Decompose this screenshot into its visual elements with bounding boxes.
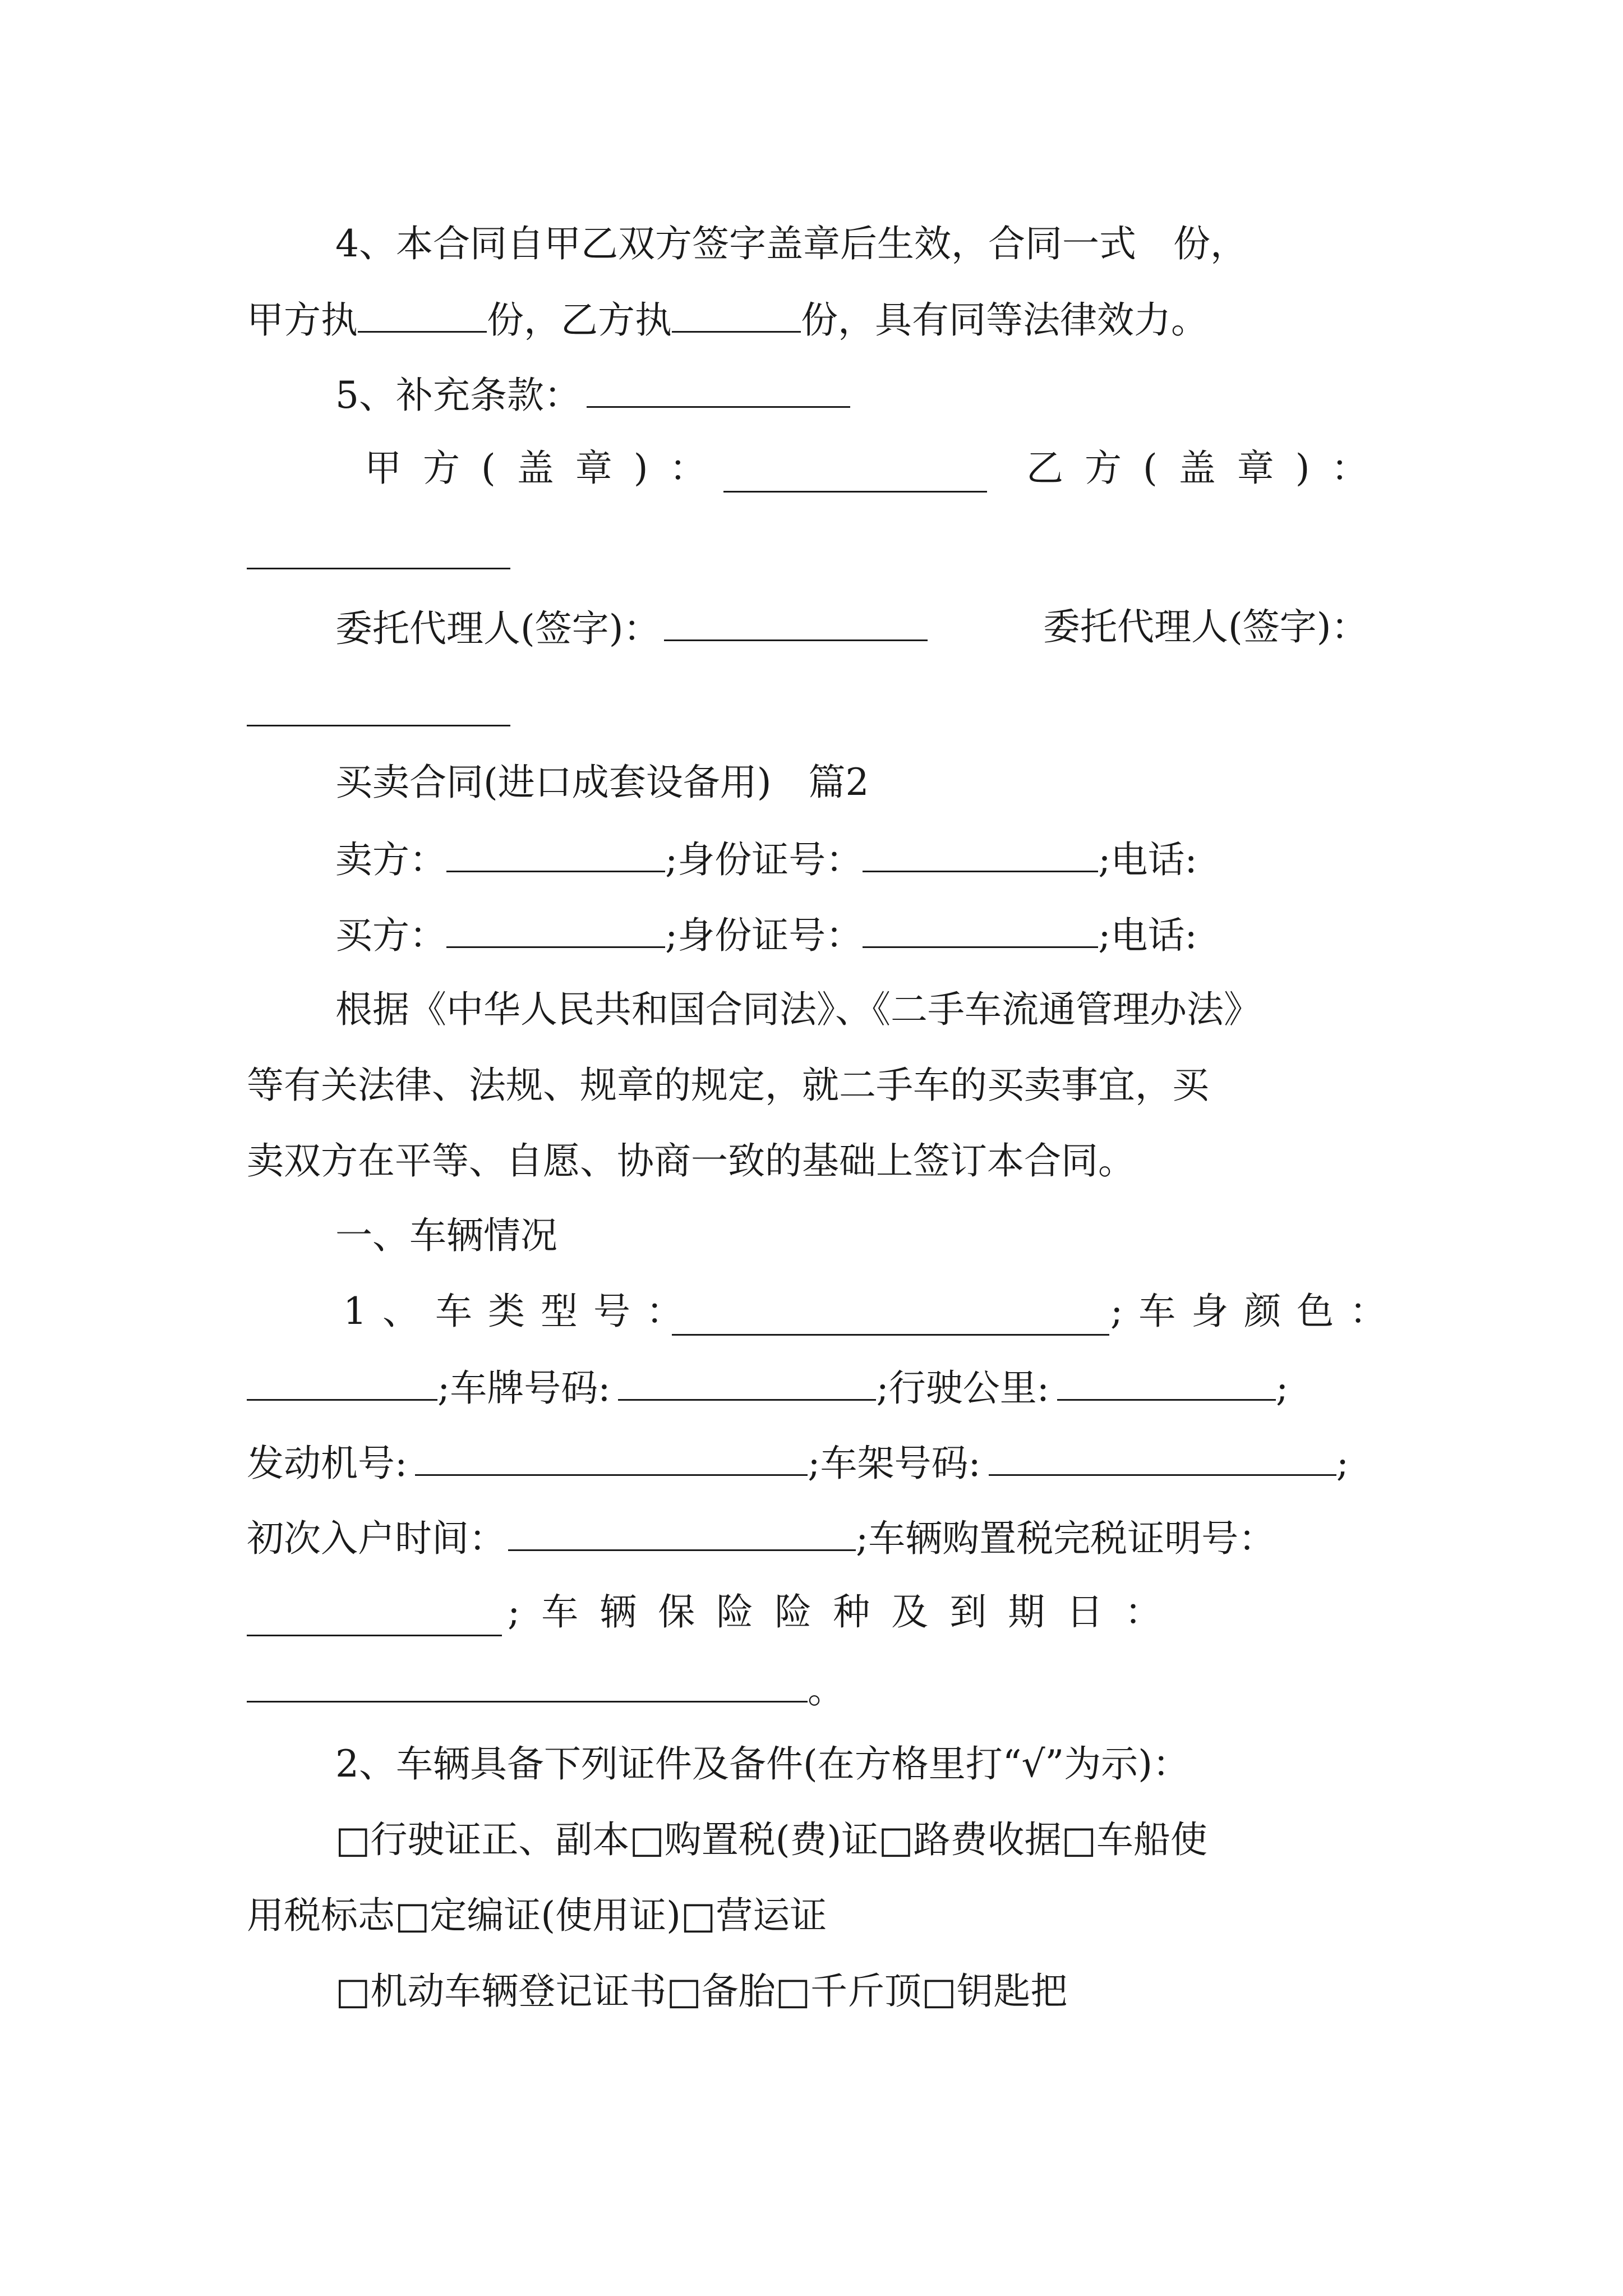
clause-4-party-a-copies-label: 甲方执: [247, 298, 358, 342]
vin-blank[interactable]: [989, 1439, 1336, 1476]
clause-4-party-b-copies-label: 份，乙方执: [487, 298, 672, 342]
vehicle-model-line: [343, 1289, 699, 1334]
vehicle-model-blank[interactable]: [672, 1299, 1109, 1336]
clause-5-line: [335, 371, 850, 416]
documents-checklist-line-2[interactable]: 用税标志□定编证(使用证)□营运证: [247, 1894, 827, 1937]
agent-b-line: [1043, 605, 1368, 650]
party-b-seal-label: 乙方(盖章)：: [1026, 447, 1390, 490]
vehicle-plate-line: [247, 1364, 1288, 1409]
party-b-copies-blank[interactable]: [672, 296, 801, 333]
buyer-id-blank[interactable]: [863, 912, 1098, 948]
clause-4-line-1: 4、本合同自甲乙双方签字盖章后生效，合同一式 份，: [335, 222, 1247, 265]
seller-line: [335, 836, 1197, 881]
buyer-label: 买方：: [335, 914, 446, 957]
plate-number-label: ;车牌号码:: [437, 1366, 611, 1410]
preamble-line-2: 等有关法律、法规、规章的规定，就二手车的买卖事宜，买: [247, 1064, 1209, 1107]
insurance-expiry-line: [247, 1666, 845, 1711]
supplementary-terms-label: 5、补充条款：: [335, 374, 581, 417]
seller-id-blank[interactable]: [863, 836, 1098, 872]
purchase-tax-cert-label: ;车辆购置税完税证明号：: [856, 1517, 1276, 1560]
party-a-seal-line: [365, 446, 728, 491]
party-b-seal-line: [1026, 446, 1390, 491]
agent-a-signature-blank[interactable]: [664, 605, 928, 641]
preamble-line-1: 根据《中华人民共和国合同法》、《二手车流通管理办法》: [335, 988, 1261, 1031]
clause-4-line-2: [247, 296, 1208, 341]
buyer-name-blank[interactable]: [446, 912, 665, 948]
insurance-label: ;车辆保险险种及到期日：: [508, 1590, 1183, 1634]
vehicle-color-label: ;车身颜色：: [1110, 1290, 1403, 1333]
agent-b-signature-blank[interactable]: [247, 690, 510, 726]
mileage-semicolon: ;: [1275, 1366, 1289, 1410]
seller-id-label: ;身份证号：: [665, 838, 863, 881]
seller-phone-label: ;电话:: [1098, 838, 1197, 881]
documents-heading: 2、车辆具备下列证件及备件(在方格里打“√”为示)：: [335, 1742, 1190, 1786]
vehicle-model-label: 1、车类型号：: [343, 1290, 699, 1333]
first-registration-label: 初次入户时间：: [247, 1517, 506, 1560]
party-b-seal-blank[interactable]: [247, 533, 510, 569]
agent-b-label: 委托代理人(签字)：: [1043, 605, 1368, 648]
purchase-tax-cert-blank[interactable]: [247, 1600, 502, 1636]
mileage-label: ;行驶公里:: [876, 1366, 1049, 1410]
vehicle-color-blank[interactable]: [247, 1364, 437, 1401]
buyer-line: [335, 912, 1197, 956]
first-registration-blank[interactable]: [508, 1515, 856, 1551]
party-a-seal-label: 甲方(盖章)：: [365, 447, 728, 490]
buyer-id-label: ;身份证号：: [665, 914, 863, 957]
vin-label: ;车架号码:: [808, 1442, 981, 1485]
engine-number-blank[interactable]: [415, 1439, 808, 1476]
agent-a-line: [335, 605, 928, 650]
party-a-copies-blank[interactable]: [358, 296, 487, 333]
documents-checklist-line-1[interactable]: □行驶证正、副本□购置税(费)证□路费收据□车船使: [335, 1818, 1207, 1861]
insurance-expiry-blank[interactable]: [247, 1666, 808, 1703]
buyer-phone-label: ;电话:: [1098, 914, 1197, 957]
section-title: 买卖合同(进口成套设备用) 篇2: [335, 761, 869, 804]
mileage-blank[interactable]: [1057, 1364, 1276, 1401]
supplementary-terms-blank[interactable]: [587, 371, 850, 408]
vehicle-engine-line: [247, 1439, 1349, 1484]
agent-a-label: 委托代理人(签字)：: [335, 607, 661, 650]
documents-checklist-line-3[interactable]: □机动车辆登记证书□备胎□千斤顶□钥匙把: [335, 1970, 1068, 2013]
vin-semicolon: ;: [1336, 1442, 1349, 1485]
clause-4-effect-text: 份，具有同等法律效力。: [801, 298, 1208, 342]
insurance-period: 。: [808, 1668, 845, 1711]
vehicle-heading: 一、车辆情况: [335, 1214, 557, 1257]
engine-number-label: 发动机号:: [247, 1442, 408, 1485]
vehicle-first-reg-line: [247, 1515, 1275, 1559]
preamble-line-3: 卖双方在平等、自愿、协商一致的基础上签订本合同。: [247, 1139, 1135, 1182]
vehicle-color-line: [1110, 1289, 1402, 1334]
seller-label: 卖方：: [335, 838, 446, 881]
insurance-line: [508, 1590, 1183, 1635]
seller-name-blank[interactable]: [446, 836, 665, 872]
party-a-seal-blank[interactable]: [723, 456, 987, 493]
plate-number-blank[interactable]: [618, 1364, 876, 1401]
